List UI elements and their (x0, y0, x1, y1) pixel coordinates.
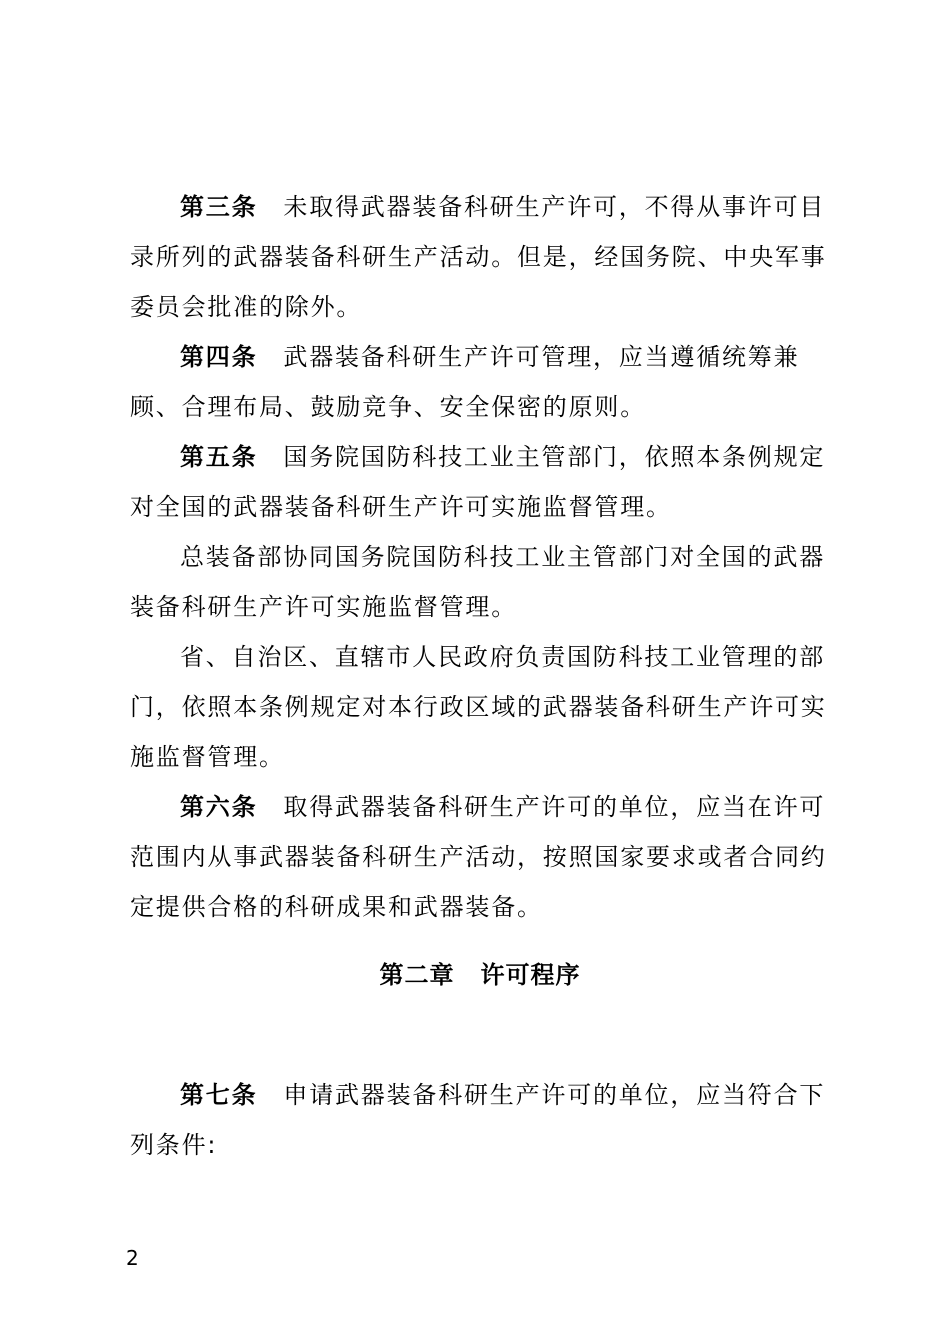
articles-section-after-chapter (130, 1070, 830, 1170)
article-text: 申请武器装备科研生产许可的单位，应当符合下列条件: (130, 1081, 826, 1159)
article-text: 取得武器装备科研生产许可的单位，应当在许可范围内从事武器装备科研生产活动，按照国家要求或者合同约定提供合格的科研成果和武器装备。 (130, 793, 827, 921)
article-label: 第七条 (180, 1081, 258, 1109)
article-label: 第六条 (180, 793, 258, 821)
chapter-heading (130, 953, 830, 997)
article-text: 未取得武器装备科研生产许可，不得从事许可目录所列的武器装备科研生产活动。但是，经国务院、中央军事委员会批准的除外。 (130, 193, 827, 321)
article-text: 武器装备科研生产许可管理，应当遵循统筹兼顾、合理布局、鼓励竞争、安全保密的原则。 (130, 343, 800, 421)
article-text: 省、自治区、直辖市人民政府负责国防科技工业管理的部门，依照本条例规定对本行政区域的武器装备科研生产许可实施监督管理。 (130, 643, 827, 771)
article-5-paragraph-2 (130, 532, 830, 632)
article-6 (130, 782, 830, 932)
chapter-title: 许可程序 (480, 961, 581, 989)
article-4 (130, 332, 830, 432)
article-7 (130, 1070, 830, 1170)
article-5-paragraph-3 (130, 632, 830, 782)
article-label: 第三条 (180, 193, 258, 221)
article-label: 第五条 (180, 443, 258, 471)
article-text: 总装备部协同国务院国防科技工业主管部门对全国的武器装备科研生产许可实施监督管理。 (130, 543, 825, 621)
articles-section-before-chapter (130, 182, 830, 932)
article-3 (130, 182, 830, 332)
page-number: 2 (126, 1246, 139, 1270)
chapter-number: 第二章 (379, 961, 455, 989)
article-5 (130, 432, 830, 532)
article-text: 国务院国防科技工业主管部门，依照本条例规定对全国的武器装备科研生产许可实施监督管理。 (130, 443, 826, 521)
article-label: 第四条 (180, 343, 258, 371)
